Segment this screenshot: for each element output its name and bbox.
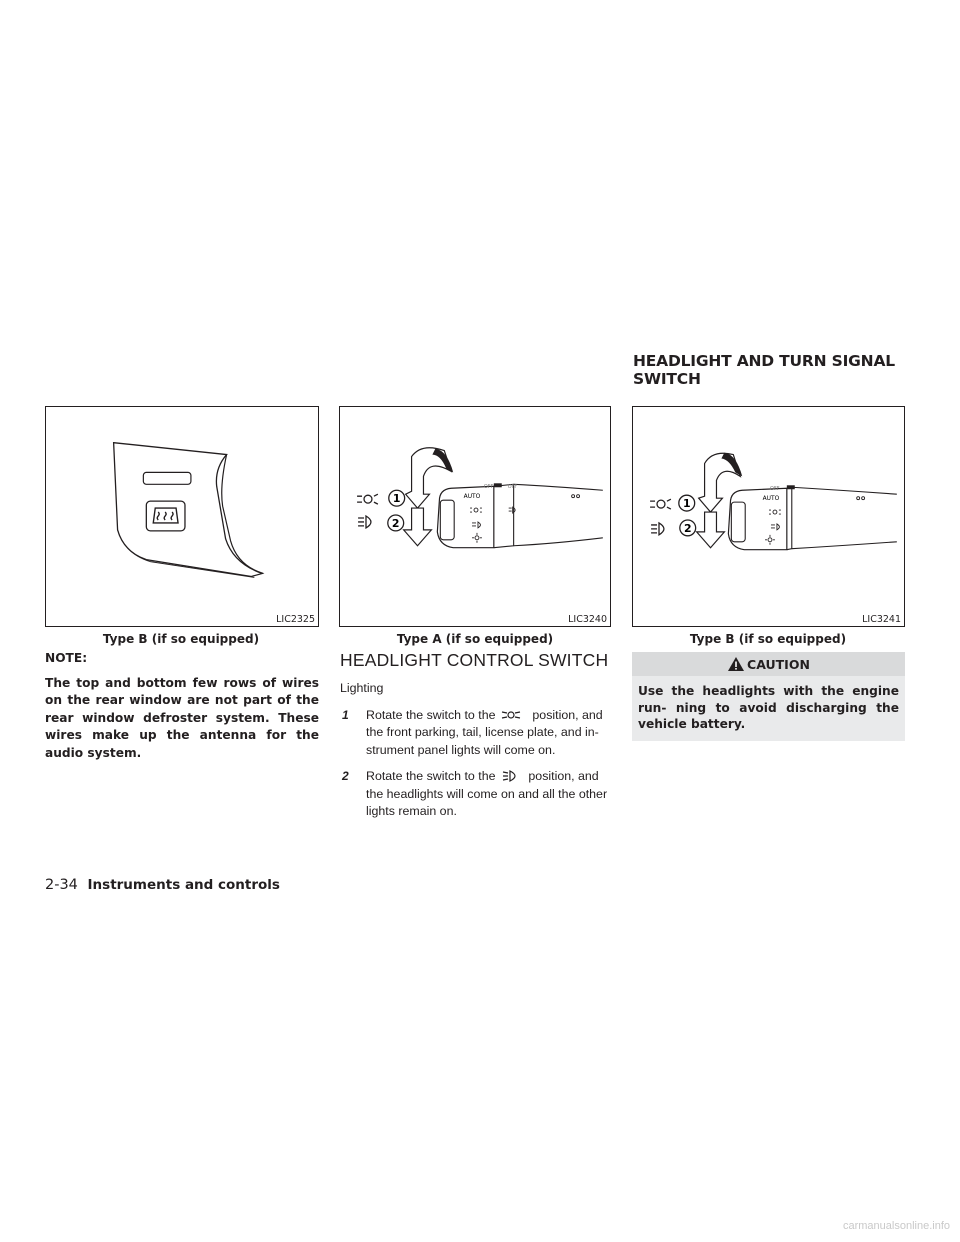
figure-code: LIC3241 xyxy=(862,614,901,625)
caution-text: Use the headlights with the engine run- ning to avoid discharging the vehicle battery. xyxy=(632,676,905,741)
headlight-icon xyxy=(358,516,371,528)
parking-light-icon xyxy=(650,499,671,509)
figure-defroster-switch xyxy=(45,406,319,627)
headlight-icon xyxy=(499,769,525,783)
step-text-before: Rotate the switch to the xyxy=(366,769,496,783)
caution-label: CAUTION xyxy=(747,656,810,672)
figure-caption: Type B (if so equipped) xyxy=(689,632,847,646)
headlight-switch-illustration xyxy=(340,407,610,626)
callout-1: 1 xyxy=(682,497,691,511)
figure-caption: Type A (if so equipped) xyxy=(396,632,554,646)
section-heading-line1: HEADLIGHT AND TURN SIGNAL xyxy=(633,352,895,370)
label-auto: AUTO xyxy=(463,493,481,501)
note-text: The top and bottom few rows of wires on the rear window are not part of the rear window defroster system. These wires make up the antenna for the audio system. xyxy=(45,675,319,760)
headlight-control-section xyxy=(340,650,612,821)
step-text-after: position, and the front parking, tail, license plate, and in- strument panel lights will come on. xyxy=(366,707,603,757)
figure-code: LIC2325 xyxy=(276,614,315,625)
section-heading-line2: SWITCH xyxy=(633,370,701,388)
figure-headlight-switch-type-a xyxy=(339,406,611,627)
caution-box xyxy=(632,652,905,741)
chapter-title: Instruments and controls xyxy=(87,877,280,893)
headlight-switch-illustration xyxy=(633,407,904,626)
step-1 xyxy=(340,707,612,760)
headlight-icon xyxy=(651,523,664,535)
page-footer xyxy=(45,877,280,893)
callout-2: 2 xyxy=(391,516,400,530)
step-number: 2 xyxy=(342,769,349,783)
callout-1: 1 xyxy=(392,492,401,506)
subsection-subtitle: Lighting xyxy=(340,681,384,695)
label-off: OFF xyxy=(769,486,780,493)
figure-headlight-switch-type-b xyxy=(632,406,905,627)
caution-header xyxy=(632,652,905,676)
label-off: OFF xyxy=(483,484,494,491)
note-label: NOTE: xyxy=(45,651,88,665)
step-text-before: Rotate the switch to the xyxy=(366,707,496,722)
step-number: 1 xyxy=(342,707,349,722)
note-block xyxy=(45,650,319,762)
step-2 xyxy=(340,768,612,821)
section-heading xyxy=(633,352,933,388)
figure-caption: Type B (if so equipped) xyxy=(102,632,260,646)
defroster-switch-illustration xyxy=(46,407,318,626)
label-off-2: OFF xyxy=(507,484,518,491)
callout-2: 2 xyxy=(683,521,692,535)
parking-light-icon xyxy=(357,494,378,504)
label-auto: AUTO xyxy=(762,495,780,503)
watermark: carmanualsonline.info xyxy=(842,1220,950,1232)
page-number: 2-34 xyxy=(45,877,78,893)
subsection-title: HEADLIGHT CONTROL SWITCH xyxy=(340,650,609,670)
step-text-after: position, and the headlights will come on and all the other lights remain on. xyxy=(366,769,608,818)
parking-light-icon xyxy=(499,708,529,722)
figure-code: LIC3240 xyxy=(568,614,607,625)
warning-triangle-icon xyxy=(727,656,745,672)
